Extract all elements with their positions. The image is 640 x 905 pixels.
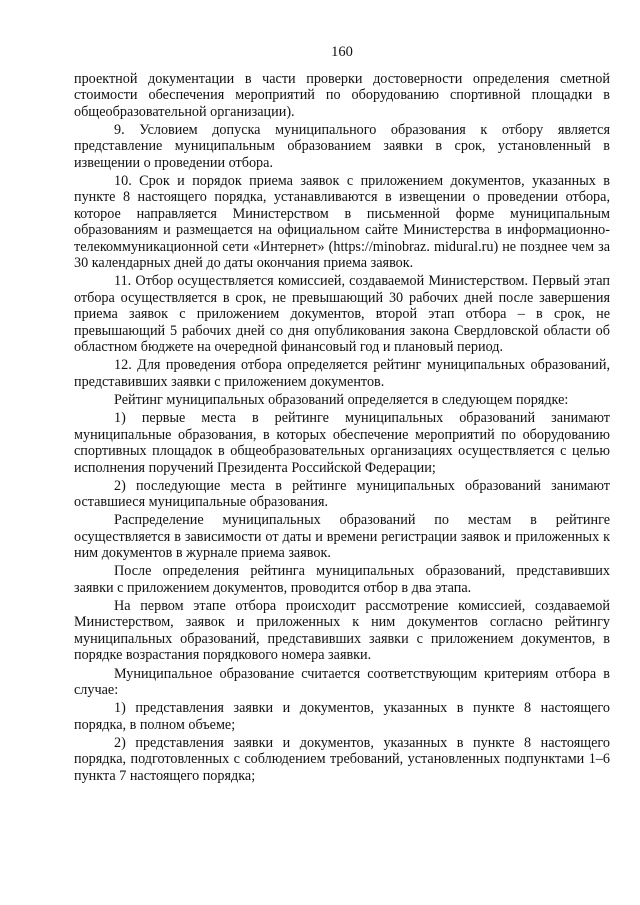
paragraph: 12. Для проведения отбора определяется рейтинг муниципальных образований, представивших заявки с приложением документов.	[74, 357, 610, 390]
paragraph: После определения рейтинга муниципальных образований, представивших заявки с приложением документов, проводится отбор в два этапа.	[74, 563, 610, 596]
paragraph: 2) представления заявки и документов, указанных в пункте 8 настоящего порядка, подготовленных с соблюдением требований, установленных подпунктами 1–6 пункта 7 настоящего порядка;	[74, 734, 610, 784]
paragraph: Муниципальное образование считается соответствующим критериям отбора в случае:	[74, 665, 610, 699]
paragraph: 1) первые места в рейтинге муниципальных образований занимают муниципальные образования, в которых обеспечение мероприятий по оборудованию спортивных площадок в общеобразовательных организациях осуществляется с целью исполнения поручений Президента Российской Федерации;	[74, 410, 610, 476]
page-number: 160	[331, 44, 353, 60]
paragraph: 9. Условием допуска муниципального образования к отбору является представление муниципальным образованием заявки в срок, установленный в извещении о проведении отбора.	[74, 121, 610, 171]
document-page	[74, 44, 610, 786]
paragraph: 2) последующие места в рейтинге муниципальных образований занимают оставшиеся муниципальные образования.	[74, 477, 610, 511]
document-body	[74, 71, 610, 785]
paragraph: 11. Отбор осуществляется комиссией, создаваемой Министерством. Первый этап отбора осуществляется в срок, не превышающий 30 рабочих дней после завершения приема заявок с приложением документов, второй этап отбора – в срок, не превышающий 5 рабочих дней со дня опубликования закона Свердловской области об областном бюджете на очередной финансовый год и плановый период.	[74, 273, 610, 356]
paragraph: проектной документации в части проверки достоверности определения сметной стоимости обеспечения мероприятий по оборудованию спортивной площадки в общеобразовательной организации).	[74, 70, 610, 120]
paragraph: На первом этапе отбора происходит рассмотрение комиссией, создаваемой Министерством, заявок и приложенных к ним документов согласно рейтингу муниципальных образований, представивших заявки с приложением документов, в порядке возрастания порядкового номера заявки.	[74, 597, 610, 664]
paragraph: 10. Срок и порядок приема заявок с приложением документов, указанных в пункте 8 настоящего порядка, устанавливаются в извещении о проведении отбора, которое направляется Министерством в письменной форме муниципальным образованиям и размещается на официальном сайте Министерства в информационно-телекоммуникационной сети «Интернет» (https://minobraz. midural.ru) не позднее чем за 30 календарных дней до даты окончания приема заявок.	[74, 172, 610, 272]
paragraph: Распределение муниципальных образований по местам в рейтинге осуществляется в зависимости от даты и времени регистрации заявок и приложенных к ним документов в журнале приема заявок.	[74, 512, 610, 562]
paragraph: Рейтинг муниципальных образований определяется в следующем порядке:	[114, 391, 569, 408]
paragraph: 1) представления заявки и документов, указанных в пункте 8 настоящего порядка, в полном объеме;	[74, 700, 610, 733]
